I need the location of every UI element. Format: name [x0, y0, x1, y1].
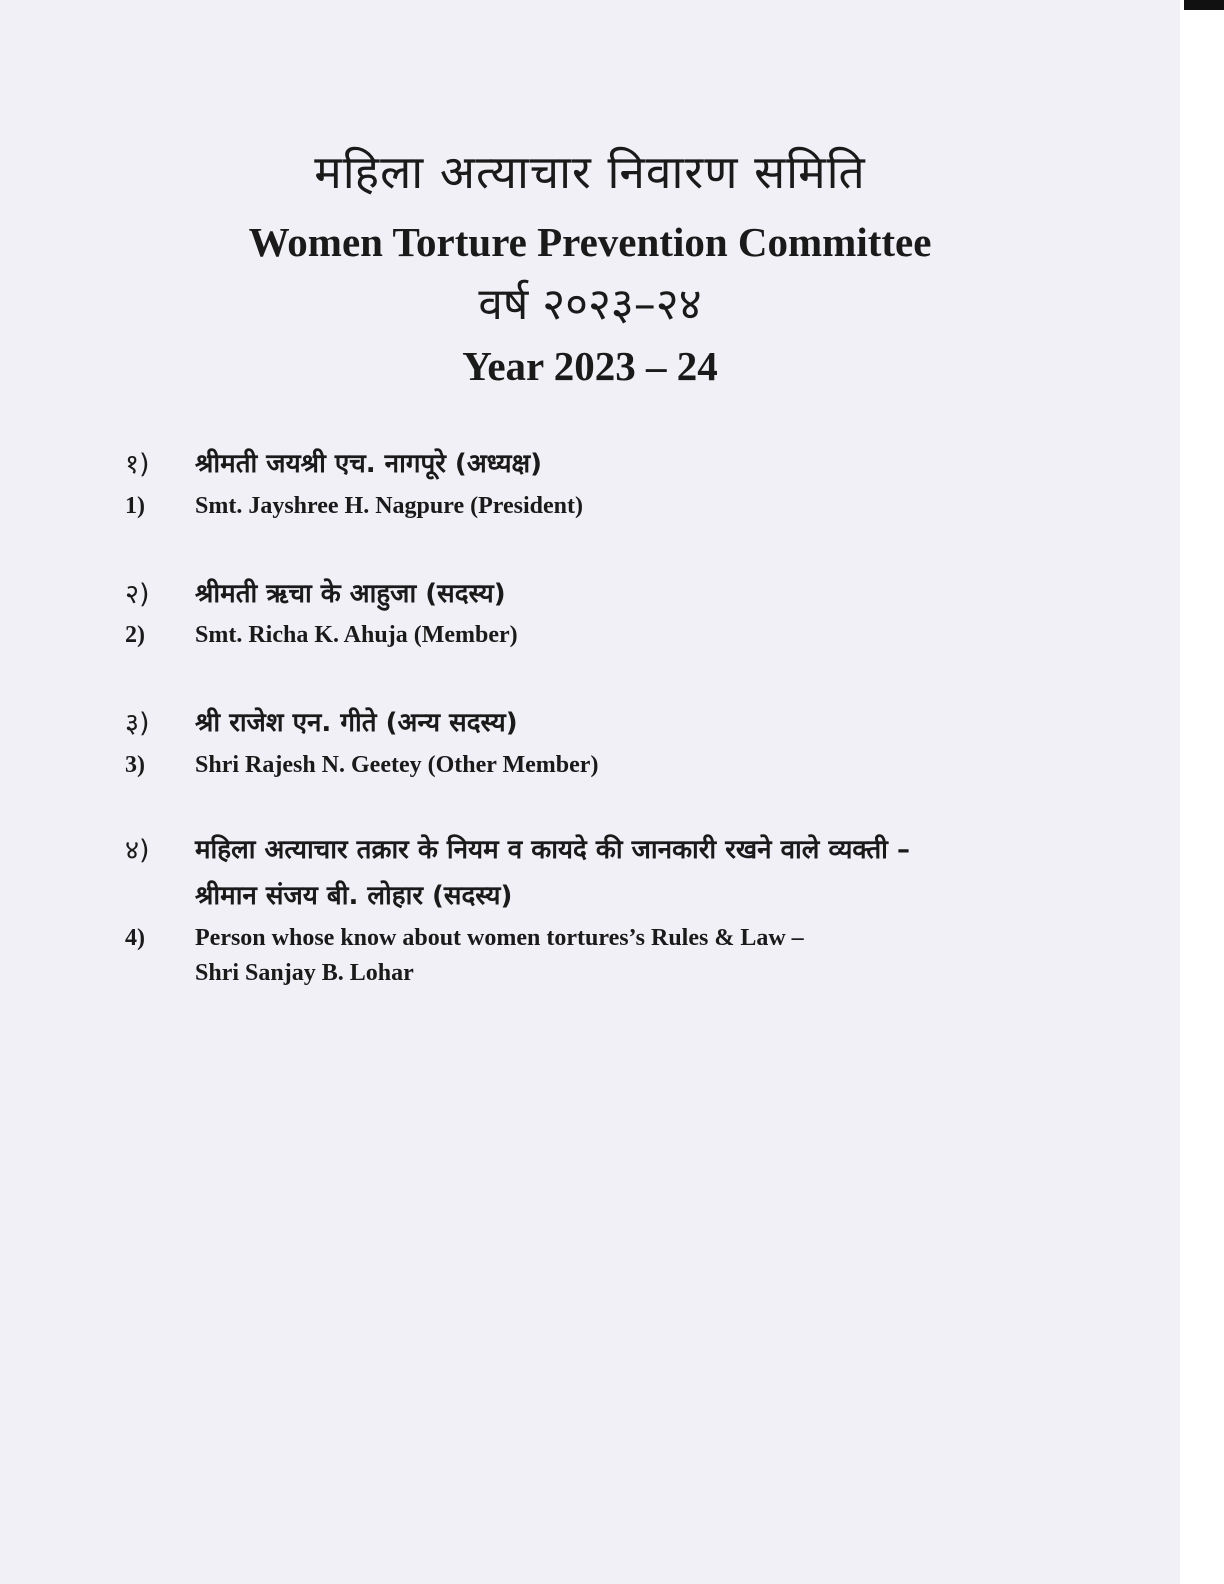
year-english: Year 2023 – 24 [462, 343, 718, 389]
member-1-name-english: Smt. Jayshree H. Nagpure (President) [195, 493, 583, 519]
member-3-number-english: 3) [125, 752, 145, 778]
member-2-number-english: 2) [125, 622, 145, 648]
member-2-number-hindi: २) [125, 579, 150, 610]
member-1-number-english: 1) [125, 493, 145, 519]
member-2-name-english: Smt. Richa K. Ahuja (Member) [195, 622, 518, 648]
member-4-number-hindi: ४) [125, 835, 150, 866]
member-3-name-english: Shri Rajesh N. Geetey (Other Member) [195, 752, 599, 778]
member-4-name-hindi: श्रीमान संजय बी. लोहार (सदस्य) [195, 881, 513, 911]
member-2-name-hindi: श्रीमती ऋचा के आहुजा (सदस्य) [195, 579, 506, 609]
year-hindi: वर्ष २०२३–२४ [478, 279, 702, 330]
member-1-name-hindi: श्रीमती जयश्री एच. नागपूरे (अध्यक्ष) [195, 449, 543, 479]
title-hindi: महिला अत्याचार निवारण समिति [314, 145, 866, 199]
title-english: Women Torture Prevention Committee [248, 219, 932, 265]
member-1-number-hindi: १) [125, 449, 150, 480]
scan-margin-strip [1180, 0, 1224, 1584]
member-4-name-english: Shri Sanjay B. Lohar [195, 960, 414, 986]
scan-corner-mark [1184, 0, 1224, 10]
member-3-number-hindi: ३) [125, 708, 150, 739]
member-3-name-hindi: श्री राजेश एन. गीते (अन्य सदस्य) [195, 708, 518, 738]
member-4-description-english: Person whose know about women tortures’s Rules & Law – [195, 925, 804, 951]
member-4-number-english: 4) [125, 925, 145, 951]
member-4-description-hindi: महिला अत्याचार तक्रार के नियम व कायदे की जानकारी रखने वाले व्यक्ती – [195, 835, 910, 865]
